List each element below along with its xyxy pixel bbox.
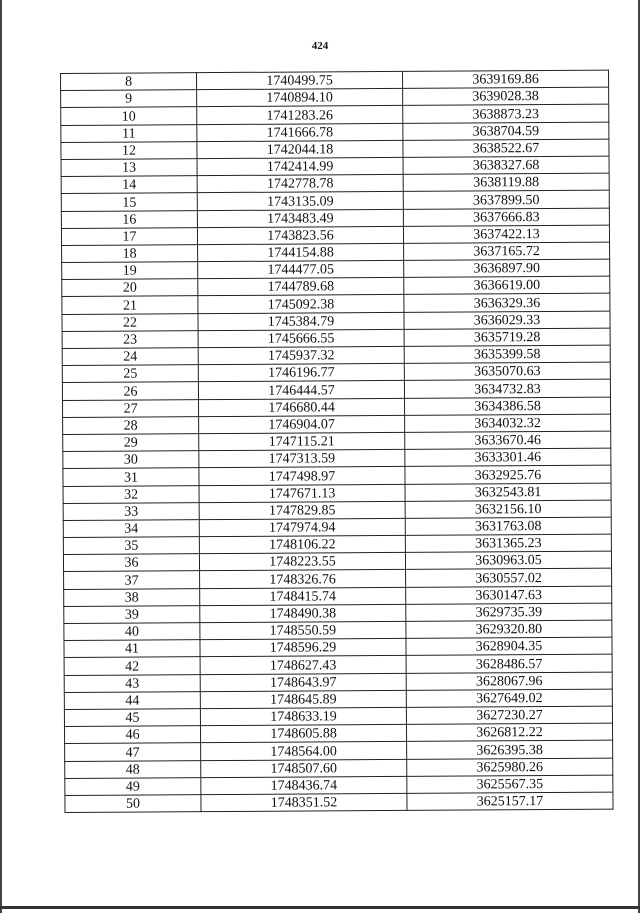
point-number-cell: 21 — [62, 296, 198, 314]
y-coordinate-cell: 3638522.67 — [403, 139, 609, 157]
x-coordinate-cell: 1747829.85 — [199, 501, 405, 519]
x-coordinate-cell: 1743483.49 — [197, 209, 403, 227]
y-coordinate-cell: 3638704.59 — [403, 122, 609, 140]
point-number-cell: 22 — [62, 313, 198, 331]
x-coordinate-cell: 1748507.60 — [201, 759, 407, 777]
point-number-cell: 9 — [61, 90, 197, 108]
point-number-cell: 50 — [65, 795, 201, 813]
point-number-cell: 15 — [61, 193, 197, 211]
scan-bottom-edge — [0, 906, 640, 909]
x-coordinate-cell: 1748645.89 — [200, 690, 406, 708]
point-number-cell: 24 — [62, 348, 198, 366]
y-coordinate-cell: 3628904.35 — [406, 637, 612, 655]
table-row — [65, 792, 613, 813]
y-coordinate-cell: 3625157.17 — [407, 792, 613, 810]
point-number-cell: 35 — [63, 537, 199, 555]
point-number-cell: 32 — [63, 485, 199, 503]
y-coordinate-cell: 3634386.58 — [404, 397, 610, 415]
point-number-cell: 46 — [64, 726, 200, 744]
x-coordinate-cell: 1748436.74 — [201, 776, 407, 794]
point-number-cell: 19 — [62, 262, 198, 280]
x-coordinate-cell: 1746444.57 — [198, 381, 404, 399]
x-coordinate-cell: 1748415.74 — [200, 587, 406, 605]
point-number-cell: 18 — [62, 245, 198, 263]
y-coordinate-cell: 3626395.38 — [407, 740, 613, 758]
coordinate-table — [60, 70, 614, 813]
point-number-cell: 26 — [62, 382, 198, 400]
x-coordinate-cell: 1742414.99 — [197, 157, 403, 175]
x-coordinate-cell: 1748106.22 — [199, 535, 405, 553]
point-number-cell: 12 — [61, 141, 197, 159]
point-number-cell: 31 — [63, 468, 199, 486]
x-coordinate-cell: 1745092.38 — [198, 295, 404, 313]
x-coordinate-cell: 1748326.76 — [200, 570, 406, 588]
y-coordinate-cell: 3631763.08 — [405, 517, 611, 535]
x-coordinate-cell: 1740499.75 — [197, 71, 403, 89]
y-coordinate-cell: 3638119.88 — [403, 173, 609, 191]
x-coordinate-cell: 1748633.19 — [200, 707, 406, 725]
point-number-cell: 14 — [61, 176, 197, 194]
y-coordinate-cell: 3637422.13 — [403, 225, 609, 243]
y-coordinate-cell: 3637899.50 — [403, 190, 609, 208]
x-coordinate-cell: 1748351.52 — [201, 793, 407, 811]
x-coordinate-cell: 1745384.79 — [198, 312, 404, 330]
x-coordinate-cell: 1746680.44 — [198, 398, 404, 416]
point-number-cell: 36 — [63, 554, 199, 572]
point-number-cell: 40 — [64, 623, 200, 641]
y-coordinate-cell: 3632925.76 — [405, 465, 611, 483]
y-coordinate-cell: 3630557.02 — [406, 569, 612, 587]
point-number-cell: 10 — [61, 107, 197, 125]
point-number-cell: 38 — [64, 588, 200, 606]
point-number-cell: 30 — [63, 451, 199, 469]
point-number-cell: 49 — [65, 777, 201, 795]
point-number-cell: 34 — [63, 520, 199, 538]
point-number-cell: 41 — [64, 640, 200, 658]
x-coordinate-cell: 1745666.55 — [198, 329, 404, 347]
point-number-cell: 37 — [64, 571, 200, 589]
x-coordinate-cell: 1741666.78 — [197, 123, 403, 141]
x-coordinate-cell: 1748490.38 — [200, 604, 406, 622]
y-coordinate-cell: 3633301.46 — [405, 448, 611, 466]
y-coordinate-cell: 3634732.83 — [404, 380, 610, 398]
y-coordinate-cell: 3637666.83 — [403, 208, 609, 226]
point-number-cell: 13 — [61, 159, 197, 177]
y-coordinate-cell: 3635070.63 — [404, 362, 610, 380]
x-coordinate-cell: 1748596.29 — [200, 639, 406, 657]
point-number-cell: 23 — [62, 330, 198, 348]
point-number-cell: 45 — [64, 709, 200, 727]
point-number-cell: 25 — [62, 365, 198, 383]
point-number-cell: 48 — [65, 760, 201, 778]
y-coordinate-cell: 3637165.72 — [404, 242, 610, 260]
y-coordinate-cell: 3630147.63 — [406, 586, 612, 604]
y-coordinate-cell: 3635399.58 — [404, 345, 610, 363]
y-coordinate-cell: 3625567.35 — [407, 775, 613, 793]
point-number-cell: 8 — [61, 73, 197, 91]
y-coordinate-cell: 3639169.86 — [402, 70, 608, 88]
x-coordinate-cell: 1742044.18 — [197, 140, 403, 158]
x-coordinate-cell: 1748627.43 — [200, 656, 406, 674]
y-coordinate-cell: 3632543.81 — [405, 483, 611, 501]
y-coordinate-cell: 3634032.32 — [405, 414, 611, 432]
x-coordinate-cell: 1742778.78 — [197, 175, 403, 193]
point-number-cell: 11 — [61, 124, 197, 142]
x-coordinate-cell: 1748564.00 — [201, 742, 407, 760]
scan-left-edge — [0, 0, 2, 913]
point-number-cell: 43 — [64, 674, 200, 692]
y-coordinate-cell: 3638327.68 — [403, 156, 609, 174]
x-coordinate-cell: 1746196.77 — [198, 364, 404, 382]
y-coordinate-cell: 3626812.22 — [406, 723, 612, 741]
x-coordinate-cell: 1747313.59 — [199, 450, 405, 468]
y-coordinate-cell: 3627649.02 — [406, 689, 612, 707]
point-number-cell: 47 — [65, 743, 201, 761]
point-number-cell: 44 — [64, 691, 200, 709]
x-coordinate-cell: 1748643.97 — [200, 673, 406, 691]
y-coordinate-cell: 3628486.57 — [406, 655, 612, 673]
point-number-cell: 20 — [62, 279, 198, 297]
point-number-cell: 16 — [61, 210, 197, 228]
point-number-cell: 39 — [64, 605, 200, 623]
y-coordinate-cell: 3632156.10 — [405, 500, 611, 518]
x-coordinate-cell: 1743135.09 — [197, 192, 403, 210]
y-coordinate-cell: 3636329.36 — [404, 294, 610, 312]
x-coordinate-cell: 1740894.10 — [197, 89, 403, 107]
y-coordinate-cell: 3625980.26 — [407, 758, 613, 776]
y-coordinate-cell: 3636619.00 — [404, 276, 610, 294]
x-coordinate-cell: 1748223.55 — [199, 553, 405, 571]
y-coordinate-cell: 3636029.33 — [404, 311, 610, 329]
x-coordinate-cell: 1744477.05 — [198, 260, 404, 278]
point-number-cell: 28 — [63, 416, 199, 434]
x-coordinate-cell: 1747115.21 — [199, 432, 405, 450]
y-coordinate-cell: 3629735.39 — [406, 603, 612, 621]
x-coordinate-cell: 1745937.32 — [198, 346, 404, 364]
y-coordinate-cell: 3631365.23 — [405, 534, 611, 552]
y-coordinate-cell: 3630963.05 — [405, 551, 611, 569]
y-coordinate-cell: 3635719.28 — [404, 328, 610, 346]
x-coordinate-cell: 1743823.56 — [197, 226, 403, 244]
x-coordinate-cell: 1748550.59 — [200, 621, 406, 639]
x-coordinate-cell: 1744154.88 — [198, 243, 404, 261]
x-coordinate-cell: 1747671.13 — [199, 484, 405, 502]
point-number-cell: 27 — [62, 399, 198, 417]
y-coordinate-cell: 3628067.96 — [406, 672, 612, 690]
page-number: 424 — [311, 40, 329, 52]
y-coordinate-cell: 3629320.80 — [406, 620, 612, 638]
coordinate-table-body — [61, 70, 614, 812]
x-coordinate-cell: 1748605.88 — [200, 725, 406, 743]
y-coordinate-cell: 3638873.23 — [403, 105, 609, 123]
y-coordinate-cell: 3636897.90 — [404, 259, 610, 277]
x-coordinate-cell: 1747974.94 — [199, 518, 405, 536]
y-coordinate-cell: 3627230.27 — [406, 706, 612, 724]
x-coordinate-cell: 1746904.07 — [199, 415, 405, 433]
x-coordinate-cell: 1747498.97 — [199, 467, 405, 485]
y-coordinate-cell: 3639028.38 — [403, 87, 609, 105]
point-number-cell: 33 — [63, 502, 199, 520]
x-coordinate-cell: 1741283.26 — [197, 106, 403, 124]
point-number-cell: 29 — [63, 434, 199, 452]
y-coordinate-cell: 3633670.46 — [405, 431, 611, 449]
point-number-cell: 42 — [64, 657, 200, 675]
point-number-cell: 17 — [61, 227, 197, 245]
x-coordinate-cell: 1744789.68 — [198, 278, 404, 296]
